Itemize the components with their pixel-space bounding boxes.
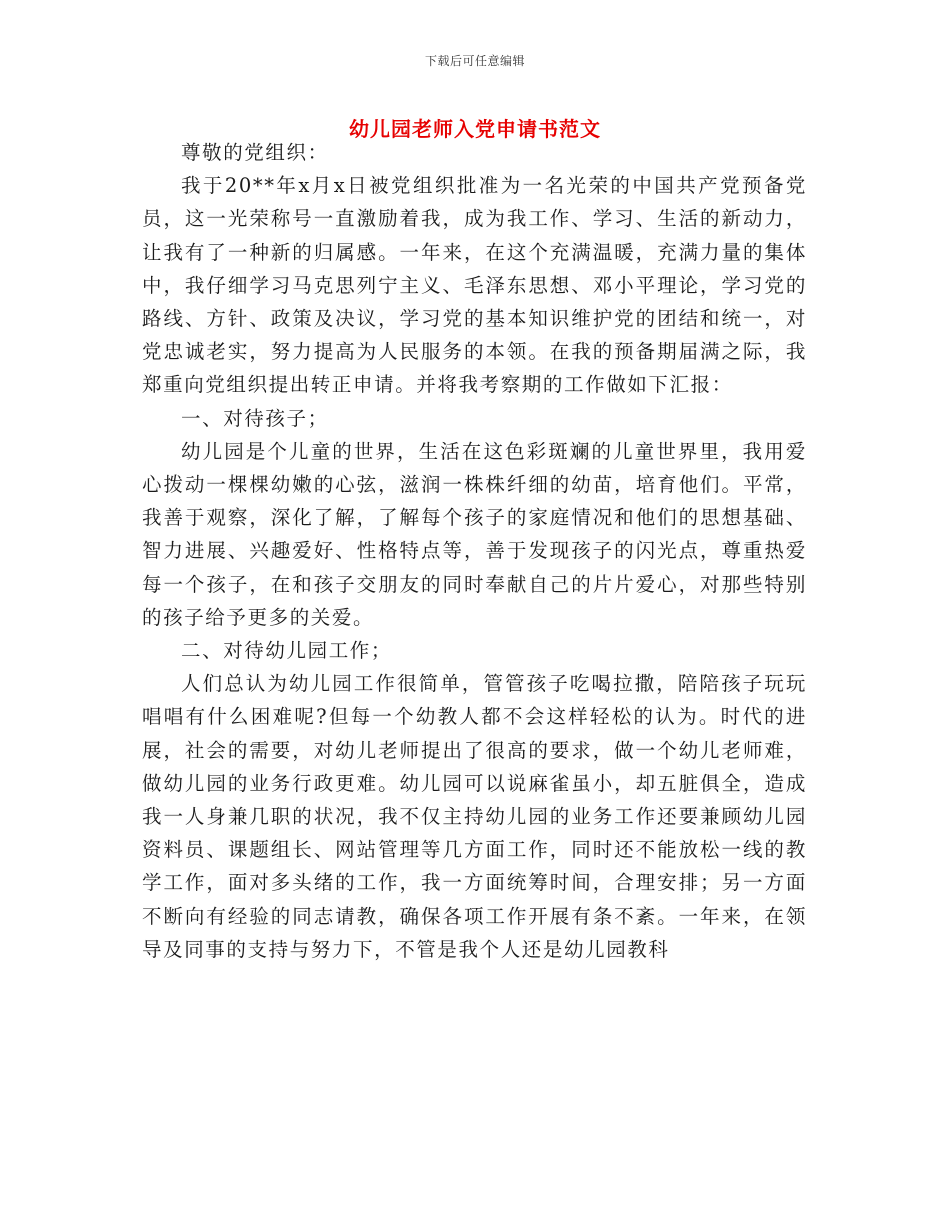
paragraph-work: 人们总认为幼儿园工作很简单，管管孩子吃喝拉撒，陪陪孩子玩玩唱唱有什么困难呢?但每一个幼教人都不会这样轻松的认为。时代的进展，社会的需要，对幼儿老师提出了很高的要求，做一个幼儿老师难，做幼儿园的业务行政更难。幼儿园可以说麻雀虽小，却五脏俱全，造成我一人身兼几职的状况，我不仅主持幼儿园的业务工作还要兼顾幼儿园资料员、课题组长、网站管理等几方面工作，同时还不能放松一线的教学工作，面对多头绪的工作，我一方面统筹时间，合理安排；另一方面不断向有经验的同志请教，确保各项工作开展有条不紊。一年来，在领导及同事的支持与努力下，不管是我个人还是幼儿园教科	[142, 672, 807, 961]
paragraph-children: 幼儿园是个儿童的世界，生活在这色彩斑斓的儿童世界里，我用爱心拨动一棵棵幼嫩的心弦，滋润一株株纤细的幼苗，培育他们。平常，我善于观察，深化了解，了解每个孩子的家庭情况和他们的思想基础、智力进展、兴趣爱好、性格特点等，善于发现孩子的闪光点，尊重热爱每一个孩子，在和孩子交朋友的同时奉献自己的片片爱心，对那些特别的孩子给予更多的关爱。	[142, 439, 807, 629]
header-note: 下载后可任意编辑	[424, 54, 525, 68]
section-heading-work: 二、对待幼儿园工作；	[181, 639, 393, 663]
paragraph-intro: 我于20**年x月x日被党组织批准为一名光荣的中国共产党预备党员，这一光荣称号一直激励着我，成为我工作、学习、生活的新动力，让我有了一种新的归属感。一年来，在这个充满温暖，充满力量的集体中，我仔细学习马克思列宁主义、毛泽东思想、邓小平理论，学习党的路线、方针、政策及决议，学习党的基本知识维护党的团结和统一，对党忠诚老实，努力提高为人民服务的本领。在我的预备期届满之际，我郑重向党组织提出转正申请。并将我考察期的工作做如下汇报：	[142, 174, 807, 397]
salutation: 尊敬的党组织：	[181, 141, 329, 164]
section-heading-children: 一、对待孩子；	[181, 406, 329, 430]
document-body	[142, 136, 807, 966]
document-title: 幼儿园老师入党申请书范文	[349, 117, 601, 141]
